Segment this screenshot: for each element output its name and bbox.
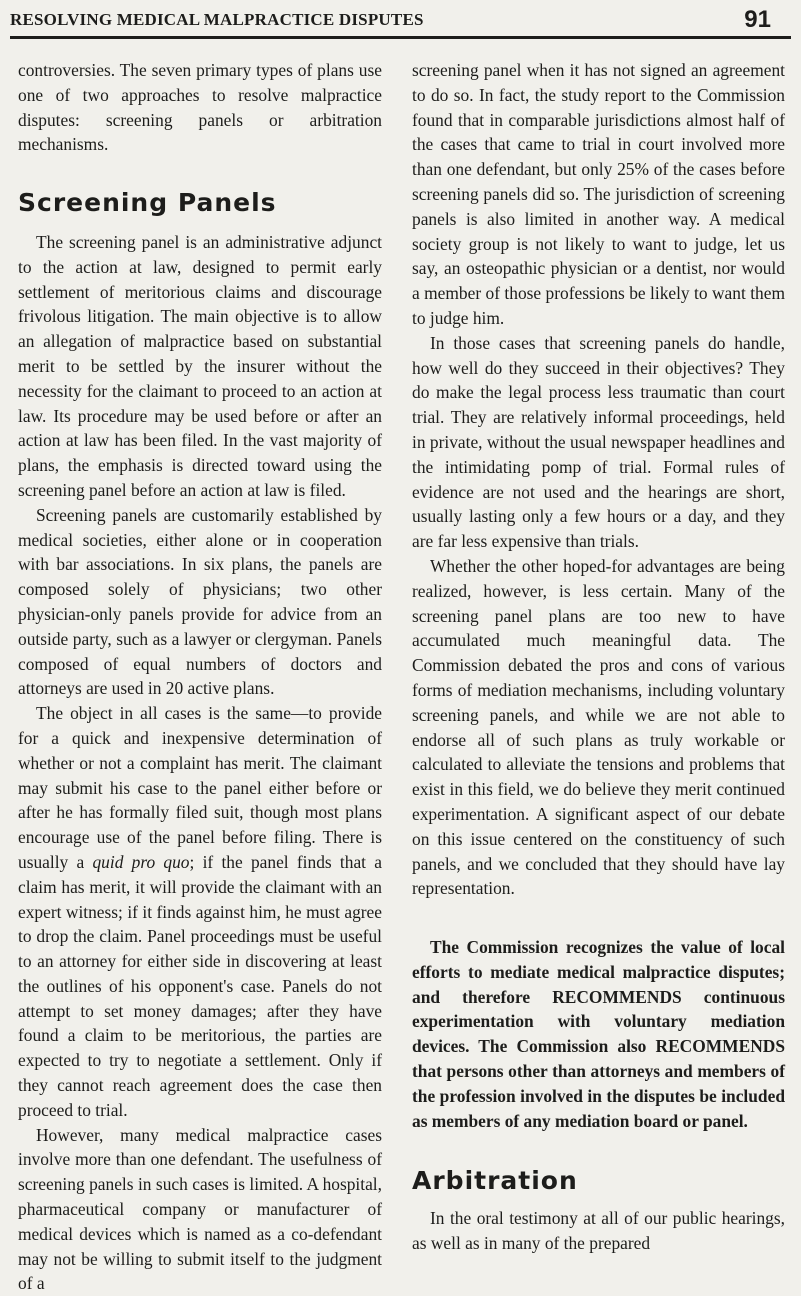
right-column [412, 58, 785, 1256]
running-head [10, 6, 791, 42]
header-rule [10, 36, 791, 39]
body-paragraph [18, 701, 382, 1123]
text-run: ; if the panel finds that a claim has merit, it will provide the claimant with an expert witness; if it finds against him, he must agree to drop the claim. Panel proceedings must be useful to an attorney for either side in discovering at least the outlines of his opponent's case. Panels do not attempt to set money damages; after they have found a claim to be meritorious, the parties are expected to try to negotiate a settlement. Only if they cannot reach agreement does the case then proceed to trial. [18, 851, 382, 1120]
recommendation-paragraph: The Commission recognizes the value of local efforts to mediate medical malpractice disputes; and therefore RECOMMENDS continuous experimentation with voluntary mediation devices. The Commission also RECOMMENDS that persons other than attorneys and members of the profession involved in the disputes be included as members of any mediation board or panel. [412, 937, 785, 1131]
body-paragraph: Screening panels are customarily established by medical societies, either alone or in cooperation with bar associations. In six plans, the panels are composed solely of physicians; two other physician-only panels provide for advice from an outside party, such as a lawyer or clergyman. Panels composed of equal numbers of doctors and attorneys are used in 20 active plans. [18, 504, 382, 699]
running-head-title: RESOLVING MEDICAL MALPRACTICE DISPUTES [10, 10, 424, 29]
continuation-paragraph: screening panel when it has not signed an agreement to do so. In fact, the study report to the Commission found that in comparable jurisdictions almost half of the cases that came to trial in court involved more than one defendant, but only 25% of the cases before screening panels did so. The jurisdiction of screening panels is also limited in another way. A medical society group is not likely to want to judge, let us say, an osteopathic physician or a dentist, nor would a member of those professions be likely to want them to judge him. [412, 60, 785, 328]
body-paragraph: In those cases that screening panels do handle, how well do they succeed in their objectives? They do make the legal process less traumatic than court trial. They are relatively informal proceedings, held in private, without the usual newspaper headlines and the intimidating pomp of trial. Formal rules of evidence are not used and the hearings are short, usually lasting only a few hours or a day, and they are far less expensive than trials. [412, 332, 785, 552]
section-heading-screening-panels: Screening Panels [18, 188, 277, 218]
left-column [18, 58, 382, 1296]
body-paragraph: Whether the other hoped-for advantages are being realized, however, is less certain. Many of the screening panel plans are too new to have accumulated much meaningful data. The Commission debated the pros and cons of various forms of mediation mechanisms, including voluntary screening panels, and while we are not able to endorse all of such plans as truly workable or calculated to alleviate the tensions and problems that exist in this field, we do believe they merit continued experimentation. A significant aspect of our debate on this issue centered on the constituency of such panels, and we concluded that they should have lay representation. [412, 555, 785, 899]
continuation-paragraph: controversies. The seven primary types of plans use one of two approaches to resolve malpractice disputes: screening panels or arbitration mechanisms. [18, 60, 382, 155]
body-paragraph: The screening panel is an administrative adjunct to the action at law, designed to permit early settlement of meritorious claims and discourage frivolous litigation. The main objective is to allow an allegation of malpractice based on substantial merit to be settled by the insurer without the necessity for the claimant to proceed to an action at law. Its procedure may be used before or after an action at law has been filed. In the vast majority of plans, the emphasis is directed toward using the screening panel before an action at law is filed. [18, 231, 382, 500]
page-number: 91 [744, 6, 771, 33]
italic-phrase: quid pro quo [92, 851, 190, 872]
section-heading-arbitration: Arbitration [412, 1166, 578, 1196]
body-paragraph: However, many medical malpractice cases involve more than one defendant. The usefulness of screening panels in such cases is limited. A hospital, pharmaceutical company or manufacturer of medical devices which is named as a co-defendant may not be willing to submit itself to the judgment of a [18, 1124, 382, 1294]
body-paragraph: In the oral testimony at all of our public hearings, as well as in many of the prepared [412, 1208, 785, 1254]
text-run: The object in all cases is the same—to provide for a quick and inexpensive determination of whether or not a complaint has merit. The claimant may submit his case to the panel either before or after he has formally filed suit, though most plans encourage use of the panel before filing. There is usually a [18, 703, 382, 872]
